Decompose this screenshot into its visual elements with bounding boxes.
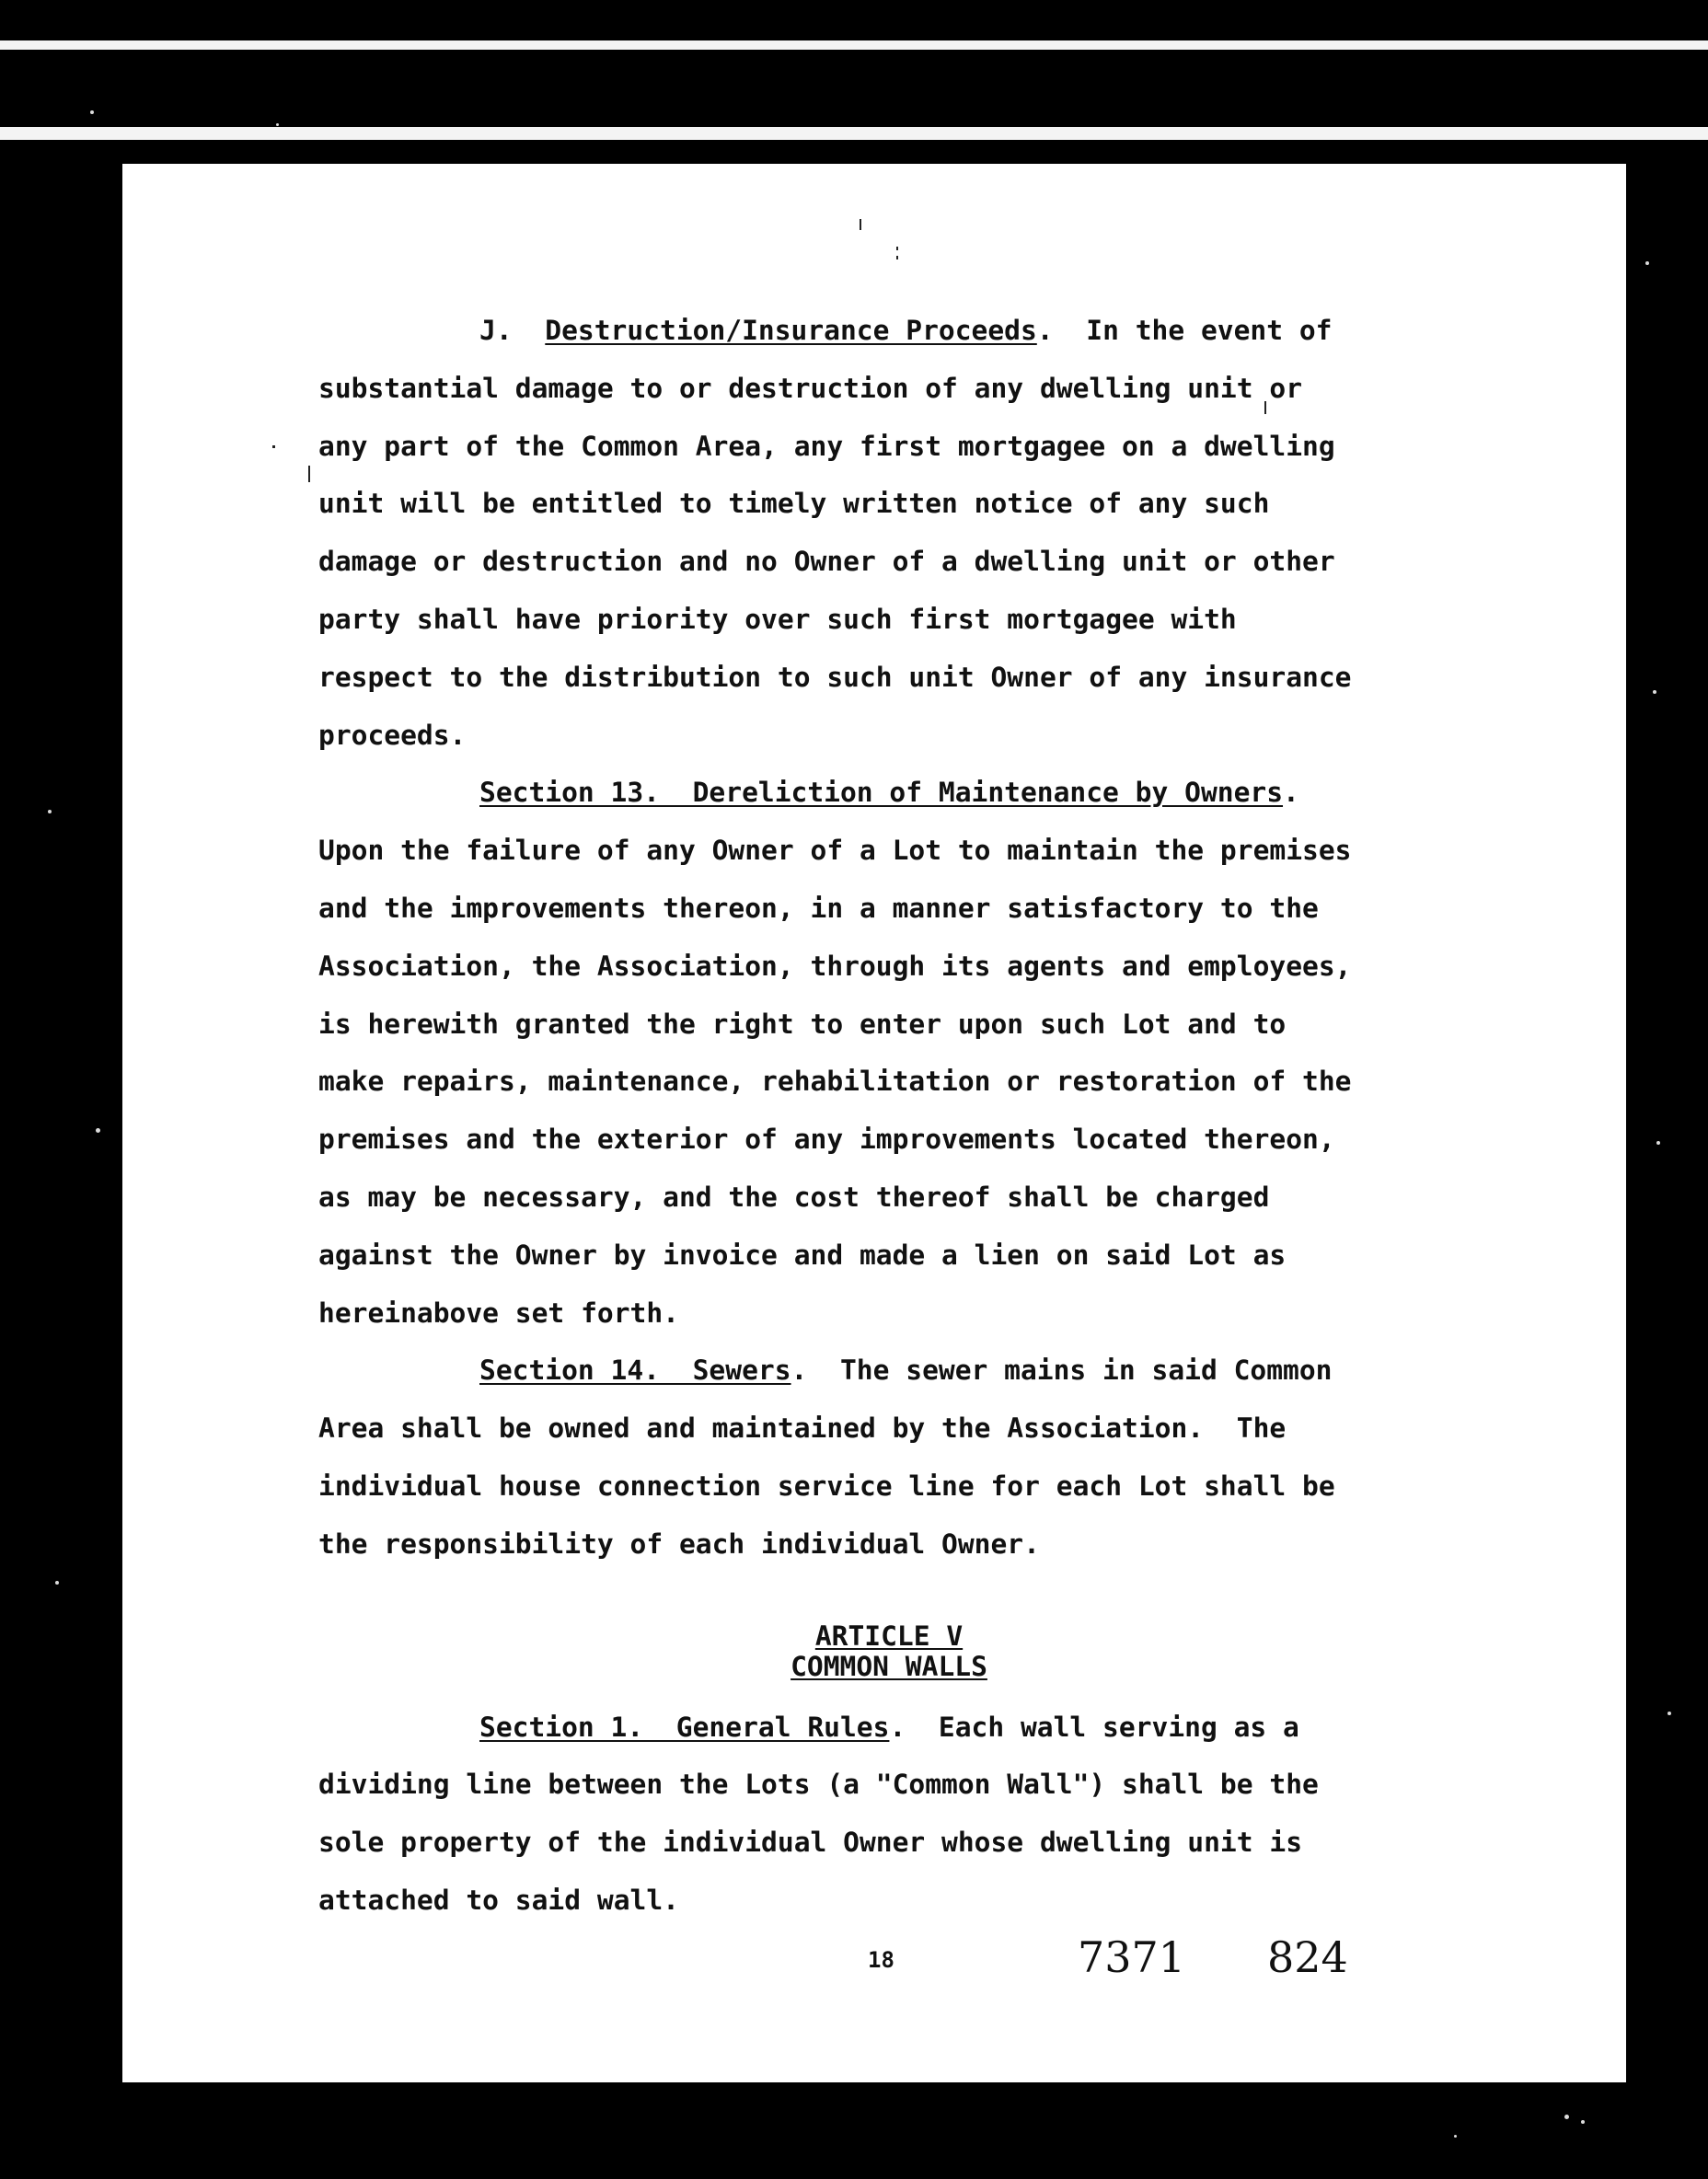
section-line: dividing line between the Lots (a "Common Wall") shall be the [318, 1769, 1319, 1801]
scan-speck [48, 810, 52, 813]
section-14 [318, 1342, 1588, 1573]
paragraph-j [318, 302, 1588, 764]
section-line: Area shall be owned and maintained by the Association. The [318, 1412, 1287, 1445]
section-line: attached to said wall. [318, 1884, 679, 1916]
paragraph-line: proceeds. [318, 719, 467, 751]
scan-mark [308, 466, 310, 482]
section-line: against the Owner by invoice and made a lien on said Lot as [318, 1239, 1287, 1271]
scan-speck [1656, 1141, 1660, 1145]
article-title: COMMON WALLS [791, 1650, 987, 1682]
paragraph-heading: Destruction/Insurance Proceeds [545, 315, 1037, 346]
document-page [122, 164, 1626, 2082]
section-1 [318, 1699, 1588, 1930]
paragraph-line: damage or destruction and no Owner of a dwelling unit or other [318, 546, 1335, 578]
section-line: individual house connection service line for each Lot shall be [318, 1470, 1335, 1502]
section-13 [318, 764, 1588, 1342]
paragraph-line: party shall have priority over such first mortgagee with [318, 603, 1237, 635]
scan-speck [90, 110, 94, 114]
scan-speck [55, 1581, 59, 1585]
section-line: make repairs, maintenance, rehabilitation or restoration of the [318, 1066, 1352, 1098]
document-body [318, 302, 1588, 1930]
scan-speck [1581, 2120, 1585, 2124]
paragraph-line: any part of the Common Area, any first mortgagee on a dwelling [318, 430, 1335, 462]
section-line-text: Each wall serving as a [938, 1711, 1299, 1743]
scan-speck [1668, 1712, 1671, 1715]
section-heading: Section 13. Dereliction of Maintenance by Owners [479, 777, 1284, 809]
paragraph-line: unit will be entitled to timely written notice of any such [318, 488, 1270, 520]
scan-speck [276, 123, 279, 126]
section-line: the responsibility of each individual Owner. [318, 1528, 1040, 1560]
paragraph-line: J. Destruction/Insurance Proceeds. In the event of [479, 315, 1333, 346]
scan-speck [1564, 2115, 1569, 2119]
spacer [318, 1574, 1588, 1621]
scan-border-stripe-top [0, 40, 1708, 50]
scan-mark [860, 219, 861, 230]
section-line-text: The sewer mains in said Common [839, 1355, 1333, 1387]
section-line: premises and the exterior of any improvements located thereon, [318, 1124, 1335, 1156]
scan-mark [896, 256, 898, 259]
scan-speck [1645, 261, 1649, 265]
section-heading-line: Section 1. General Rules. Each wall serving as a [479, 1711, 1299, 1743]
section-heading: Section 14. Sewers [479, 1355, 791, 1387]
section-line: Upon the failure of any Owner of a Lot to maintain the premises [318, 835, 1352, 867]
paragraph-line: respect to the distribution to such unit Owner of any insurance [318, 661, 1352, 693]
section-line: Association, the Association, through its agents and employees, [318, 950, 1352, 982]
article-number: ARTICLE V [814, 1620, 964, 1652]
section-line: sole property of the individual Owner whose dwelling unit is [318, 1827, 1303, 1859]
paragraph-line: substantial damage to or destruction of any dwelling unit or [318, 372, 1303, 404]
section-line: is herewith granted the right to enter upon such Lot and to [318, 1008, 1287, 1040]
spacer [318, 1682, 1588, 1699]
section-heading-line: Section 14. Sewers. The sewer mains in said Common [479, 1355, 1333, 1387]
scan-speck [96, 1128, 100, 1133]
recording-book-number: 7371 [1078, 1932, 1186, 1982]
section-heading-line: Section 13. Dereliction of Maintenance by Owners. [479, 777, 1299, 809]
section-heading: Section 1. General Rules [479, 1711, 890, 1743]
section-line: as may be necessary, and the cost thereof shall be charged [318, 1181, 1270, 1213]
scan-mark [896, 247, 898, 250]
section-line: and the improvements thereon, in a manner satisfactory to the [318, 892, 1319, 924]
scan-mark [272, 445, 275, 448]
paragraph-line-text: In the event of [1086, 315, 1333, 346]
paragraph-label: J. [479, 315, 513, 346]
section-line: hereinabove set forth. [318, 1297, 679, 1329]
recording-page-number: 824 [1267, 1932, 1348, 1982]
page-number: 18 [868, 1947, 894, 1973]
scan-border-stripe-bottom [0, 127, 1708, 140]
scan-speck [1454, 2135, 1457, 2138]
scan-speck [1653, 690, 1656, 694]
article-heading [318, 1621, 1460, 1682]
